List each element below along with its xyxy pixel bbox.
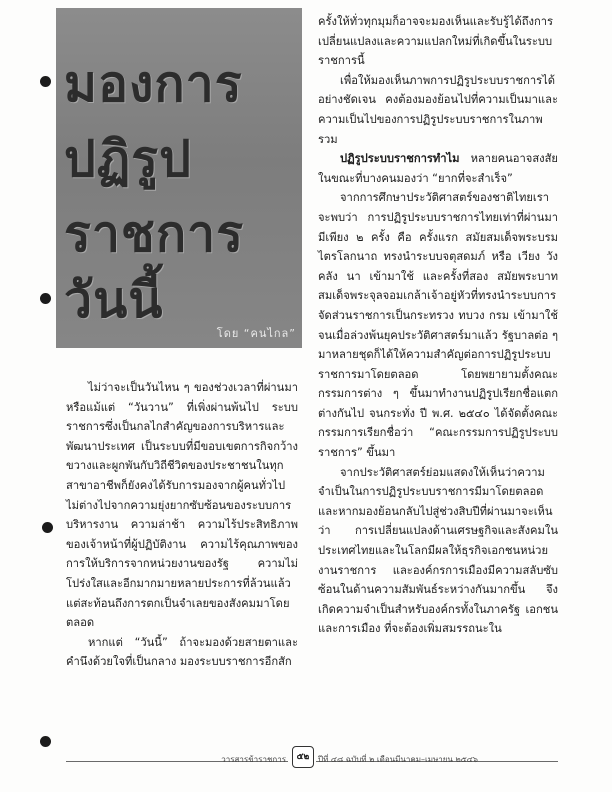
paragraph: เพื่อให้มองเห็นภาพการปฏิรูประบบราชการได้อย่างชัดเจน คงต้องมองย้อนไปที่ความเป็นมาและความเป็นไปของการปฏิรูประบบราชการในภาพรวม <box>318 73 558 146</box>
section-paragraph <box>318 149 558 188</box>
title-line-3: ราชการ <box>64 205 245 263</box>
footer-issue: ปีที่ ๔๘ ฉบับที่ ๒ เดือนมีนาคม–เมษายน ๒๕๔๖ <box>318 755 478 764</box>
paragraph: หากแต่ “วันนี้” ถ้าจะมองด้วยสายตาและคำนึงด้วยใจที่เป็นกลาง มองระบบราชการอีกสัก <box>66 635 298 669</box>
title-line-2: ปฏิรูป <box>64 130 192 188</box>
title-line-4: วันนี้ <box>64 271 164 329</box>
paragraph: จากประวัติศาสตร์ย่อมแสดงให้เห็นว่าความจำเป็นในการปฏิรูประบบราชการมีมาโดยตลอดและหากมองย้อนกลับไปสู่ช่วงสิบปีที่ผ่านมาจะเห็นว่า การเปลี่ยนแปลงด้านเศรษฐกิจและสังคมในประเทศไทยและในโลกมีผลให้ธุรกิจเอกชนหน่วยงานราชการ และองค์กรการเมืองมีความสลับซับซ้อนในด้านความสัมพันธ์ระหว่างกันมากขึ้น จึงเกิดความจำเป็นสำหรับองค์กรทั้งในภาครัฐ เอกชน และการเมือง ที่จะต้องเพิ่มสมรรถนะใน <box>318 465 558 636</box>
bullet-dot-icon <box>40 293 51 304</box>
section-heading-continuation: หลายคนอาจสงสัย ในขณะที่บางคนมองว่า “ยากที่จะสำเร็จ” <box>318 152 558 185</box>
page-number: ๕๒ <box>292 746 314 768</box>
paragraph: ไม่ว่าจะเป็นวันไหน ๆ ของช่วงเวลาที่ผ่านมา หรือแม้แต่ “วันวาน” ที่เพิ่งผ่านพ้นไป ระบบราชการซึ่งเป็นกลไกสำคัญของการบริหารและพัฒนาประเทศ เป็นระบบที่มีขอบเขตการกิจกว้างขวางและผูกพันกับวิถีชีวิตของประชาชนในทุกสาขาอาชีพก็ยังคงได้รับการมองจากผู้คนทั่วไปไม่ต่างไปจากความยุ่งยากซับซ้อนของระบบการบริหารงาน ความล่าช้า ความไร้ประสิทธิภาพของเจ้าหน้าที่ผู้ปฏิบัติงาน ความไร้คุณภาพของการให้บริการจากหน่วยงานของรัฐ ความไม่โปร่งใสและอีกมากมายหลายประการที่ล้วนแล้วแต่สะท้อนถึงการตกเป็นจำเลยของสังคมมาโดยตลอด <box>66 381 298 630</box>
bullet-dot-icon <box>42 522 53 533</box>
title-panel <box>56 8 302 348</box>
section-heading: ปฏิรูประบบราชการทำไม <box>340 152 460 166</box>
left-column <box>66 378 298 672</box>
right-column <box>318 12 558 639</box>
paragraph: จากการศึกษาประวัติศาสตร์ของชาติไทยเราจะพบว่า การปฏิรูประบบราชการไทยเท่าที่ผ่านมามีเพียง ๒ ครั้ง คือ ครั้งแรก สมัยสมเด็จพระบรมไตรโลกนาถ ทรงนำระบบจตุสดมภ์ หรือ เวียง วัง คลัง นา เข้ามาใช้ และครั้งที่สอง สมัยพระบาทสมเด็จพระจุลจอมเกล้าเจ้าอยู่หัวที่ทรงนำระบบการจัดส่วนราชการเป็นกระทรวง ทบวง กรม เข้ามาใช้ จนเมื่อล่วงพ้นยุคประวัติศาสตร์มาแล้ว รัฐบาลต่อ ๆ มาหลายชุดก็ได้ให้ความสำคัญต่อการปฏิรูประบบราชการมาโดยตลอด โดยพยายามตั้งคณะกรรมการต่าง ๆ ขึ้นมาทำงานปฏิรูปเรียกชื่อแตกต่างกันไป จนกระทั่ง ปี พ.ศ. ๒๕๔๐ ได้จัดตั้งคณะกรรมการเรียกชื่อว่า “คณะกรรมการปฏิรูประบบราชการ” ขึ้นมา <box>318 191 558 460</box>
byline: โดย “คนไกล” <box>216 327 296 340</box>
title-line-1: มองการ <box>64 55 243 113</box>
bullet-dot-icon <box>40 76 51 87</box>
paragraph: ครั้งให้ทั่วทุกมุมก็อาจจะมองเห็นและรับรู้ได้ถึงการเปลี่ยนแปลงและความแปลกใหม่ที่เกิดขึ้นในระบบราชการนี้ <box>318 15 554 68</box>
footer-journal-name: วารสารข้าราชการ <box>221 755 286 764</box>
bullet-dot-icon <box>40 736 51 747</box>
